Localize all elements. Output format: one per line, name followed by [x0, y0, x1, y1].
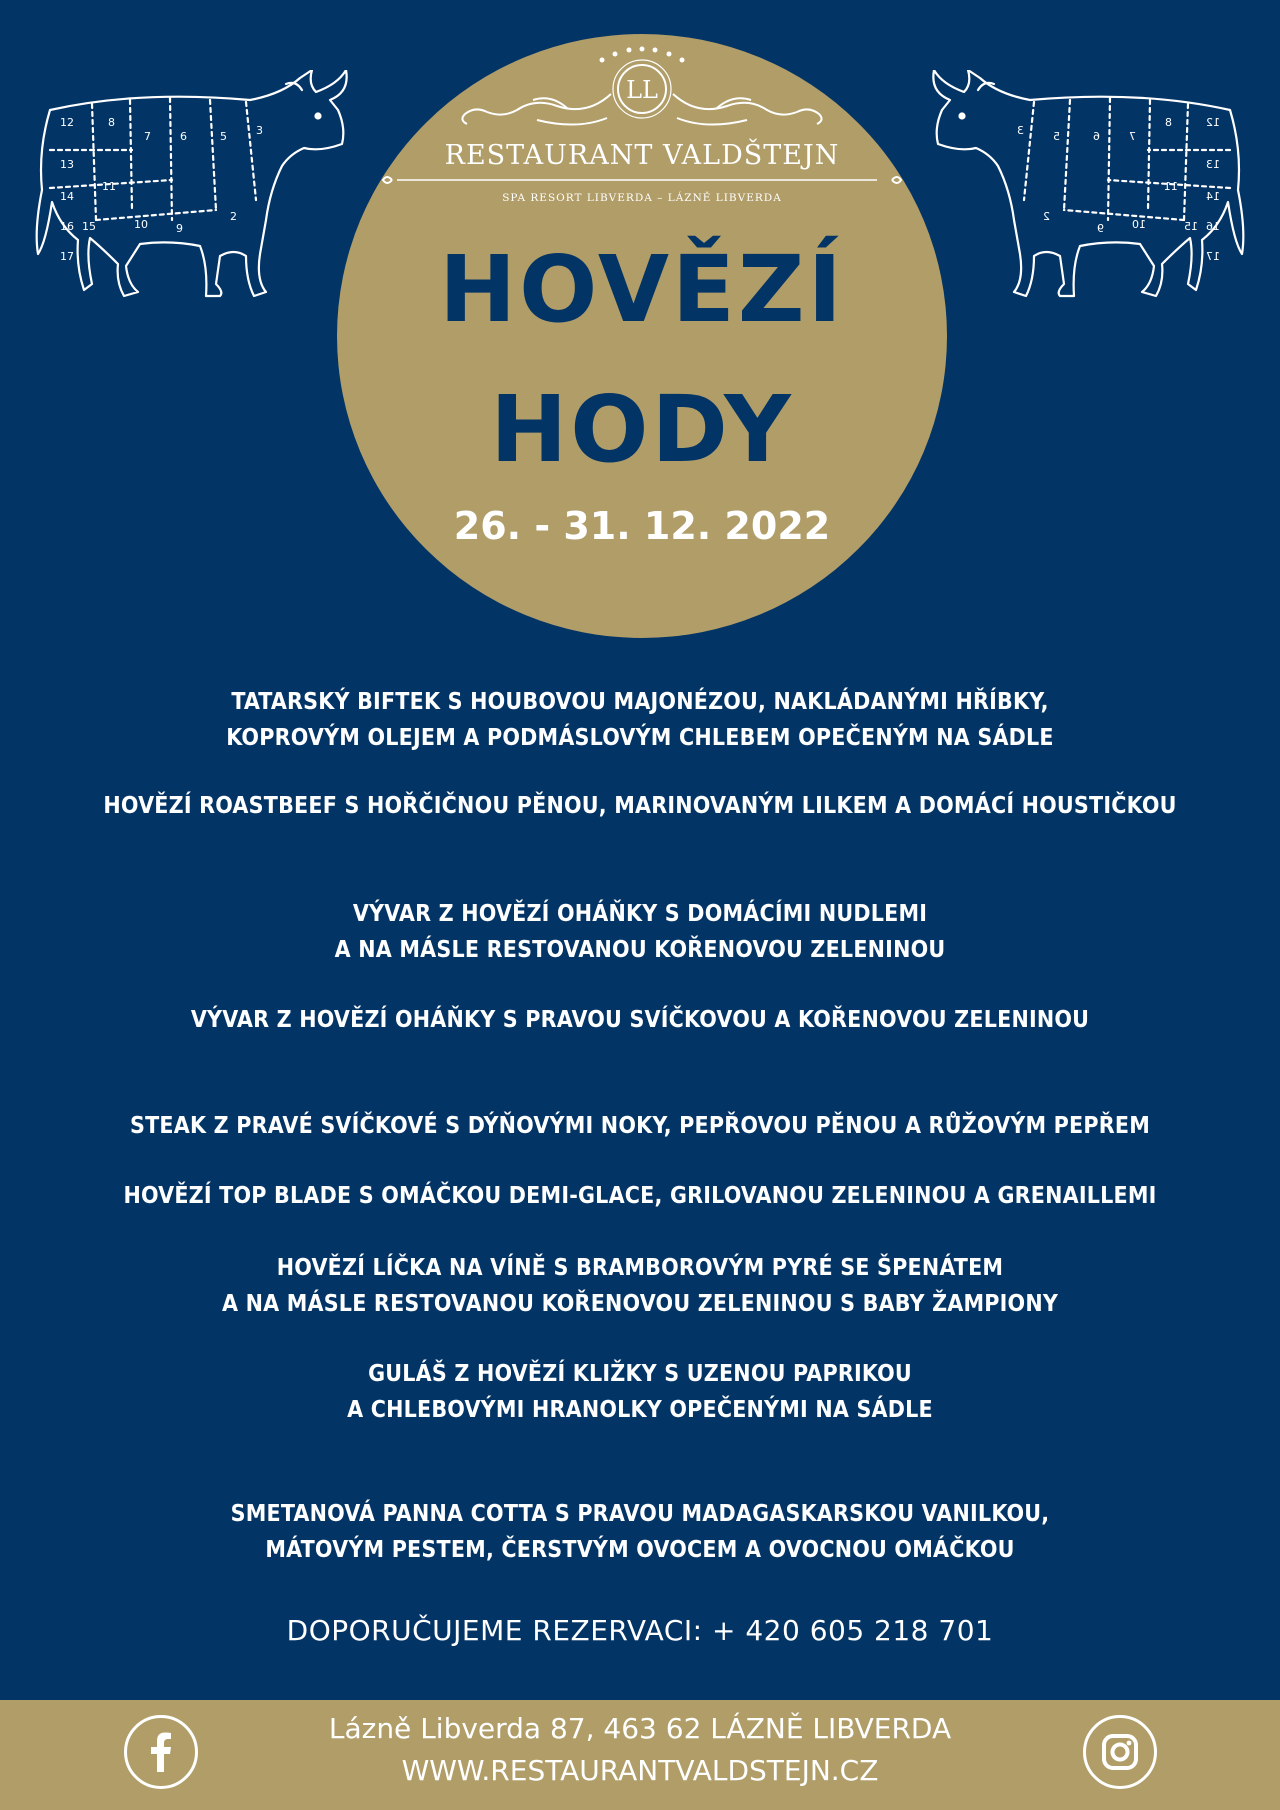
cow-cut-number: 7: [1129, 130, 1136, 143]
cow-cut-number: 17: [60, 250, 74, 263]
menu-item-line: HOVĚZÍ ROASTBEEF S HOŘČIČNOU PĚNOU, MARINOVANÝM LILKEM A DOMÁCÍ HOUSTIČKOU: [103, 793, 1177, 819]
event-title-line-1: HOVĚZÍ: [439, 236, 845, 343]
cow-cut-number: 11: [102, 180, 116, 193]
menu-item-line: VÝVAR Z HOVĚZÍ OHÁŇKY S DOMÁCÍMI NUDLEMI: [352, 901, 928, 927]
cow-cut-number: 6: [180, 130, 187, 143]
instagram-icon[interactable]: [1083, 1715, 1157, 1789]
reservation-phone[interactable]: DOPORUČUJEME REZERVACI: + 420 605 218 701: [286, 1614, 994, 1647]
menu-item: [0, 684, 1280, 756]
cow-cut-number: 9: [1097, 222, 1104, 235]
cow-cut-number: 16: [1206, 220, 1220, 233]
cow-cut-number: 14: [60, 190, 74, 203]
event-title-line-2: HODY: [490, 376, 794, 483]
menu-item-line: A CHLEBOVÝMI HRANOLKY OPEČENÝMI NA SÁDLE: [347, 1397, 933, 1423]
cow-cut-number: 5: [1053, 130, 1060, 143]
menu-item-line: HOVĚZÍ LÍČKA NA VÍNĚ S BRAMBOROVÝM PYRÉ SE ŠPENÁTEM: [276, 1255, 1004, 1281]
cow-cut-number: 8: [108, 116, 115, 129]
cow-cut-number: 16: [60, 220, 74, 233]
cow-cut-number: 17: [1206, 250, 1220, 263]
beef-cuts-cow-right-illustration: [900, 70, 1260, 350]
menu-item-line: GULÁŠ Z HOVĚZÍ KLIŽKY S UZENOU PAPRIKOU: [368, 1361, 912, 1387]
cow-cut-number: 8: [1165, 116, 1172, 129]
monogram-text: LL: [626, 76, 658, 104]
footer-website-link[interactable]: WWW.RESTAURANTVALDSTEJN.CZ: [401, 1754, 879, 1787]
menu-item-line: HOVĚZÍ TOP BLADE S OMÁČKOU DEMI-GLACE, GRILOVANOU ZELENINOU A GRENAILLEMI: [123, 1183, 1157, 1209]
menu-item-line: VÝVAR Z HOVĚZÍ OHÁŇKY S PRAVOU SVÍČKOVOU A KOŘENOVOU ZELENINOU: [190, 1007, 1090, 1033]
menu-item-line: STEAK Z PRAVÉ SVÍČKOVÉ S DÝŇOVÝMI NOKY, PEPŘOVOU PĚNOU A RŮŽOVÝM PEPŘEM: [130, 1113, 1150, 1139]
menu-item: [0, 1496, 1280, 1568]
menu-item-line: A NA MÁSLE RESTOVANOU KOŘENOVOU ZELENINOU: [334, 937, 946, 963]
cow-cut-number: 13: [60, 158, 74, 171]
cow-cut-number: 15: [1184, 220, 1198, 233]
cow-cut-number: 10: [134, 218, 148, 231]
menu-item: [0, 1108, 1280, 1144]
cow-cut-number: 14: [1206, 190, 1220, 203]
menu-item-line: TATARSKÝ BIFTEK S HOUBOVOU MAJONÉZOU, NAKLÁDANÝMI HŘÍBKY,: [231, 689, 1049, 715]
footer: [0, 1700, 1280, 1810]
cow-cut-number: 6: [1093, 130, 1100, 143]
restaurant-subtitle: SPA RESORT LIBVERDA – LÁZNĚ LIBVERDA: [502, 192, 782, 204]
event-date: 26. - 31. 12. 2022: [453, 504, 831, 548]
beef-cuts-cow-left-illustration: [20, 70, 380, 350]
cow-cut-number: 13: [1206, 158, 1220, 171]
cow-cut-number: 10: [1132, 218, 1146, 231]
cow-cut-number: 5: [220, 130, 227, 143]
menu-item: [0, 1002, 1280, 1038]
footer-address: Lázně Libverda 87, 463 62 LÁZNĚ LIBVERDA: [328, 1712, 952, 1745]
cow-cut-number: 3: [1017, 124, 1024, 137]
cow-cut-number: 2: [230, 210, 237, 223]
menu-item: [0, 788, 1280, 824]
menu-item-line: A NA MÁSLE RESTOVANOU KOŘENOVOU ZELENINOU S BABY ŽAMPIONY: [221, 1291, 1059, 1317]
menu-item-line: MÁTOVÝM PESTEM, ČERSTVÝM OVOCEM A OVOCNOU OMÁČKOU: [265, 1537, 1015, 1563]
menu-item: [0, 1178, 1280, 1214]
menu-item: [0, 1250, 1280, 1322]
title-circle: [337, 34, 947, 638]
cow-cut-number: 3: [256, 124, 263, 137]
cow-cut-number: 15: [82, 220, 96, 233]
menu-item: [0, 896, 1280, 968]
cow-cut-number: 7: [144, 130, 151, 143]
menu-item: [0, 1356, 1280, 1428]
menu-item-line: SMETANOVÁ PANNA COTTA S PRAVOU MADAGASKARSKOU VANILKOU,: [230, 1501, 1050, 1527]
menu-item-line: KOPROVÝM OLEJEM A PODMÁSLOVÝM CHLEBEM OPEČENÝM NA SÁDLE: [226, 725, 1054, 751]
cow-cut-number: 9: [176, 222, 183, 235]
cow-cut-number: 11: [1164, 180, 1178, 193]
cow-cut-number: 12: [1206, 116, 1220, 129]
cow-cut-number: 12: [60, 116, 74, 129]
cow-cut-number: 2: [1043, 210, 1050, 223]
restaurant-name: RESTAURANT VALDŠTEJN: [444, 140, 840, 171]
